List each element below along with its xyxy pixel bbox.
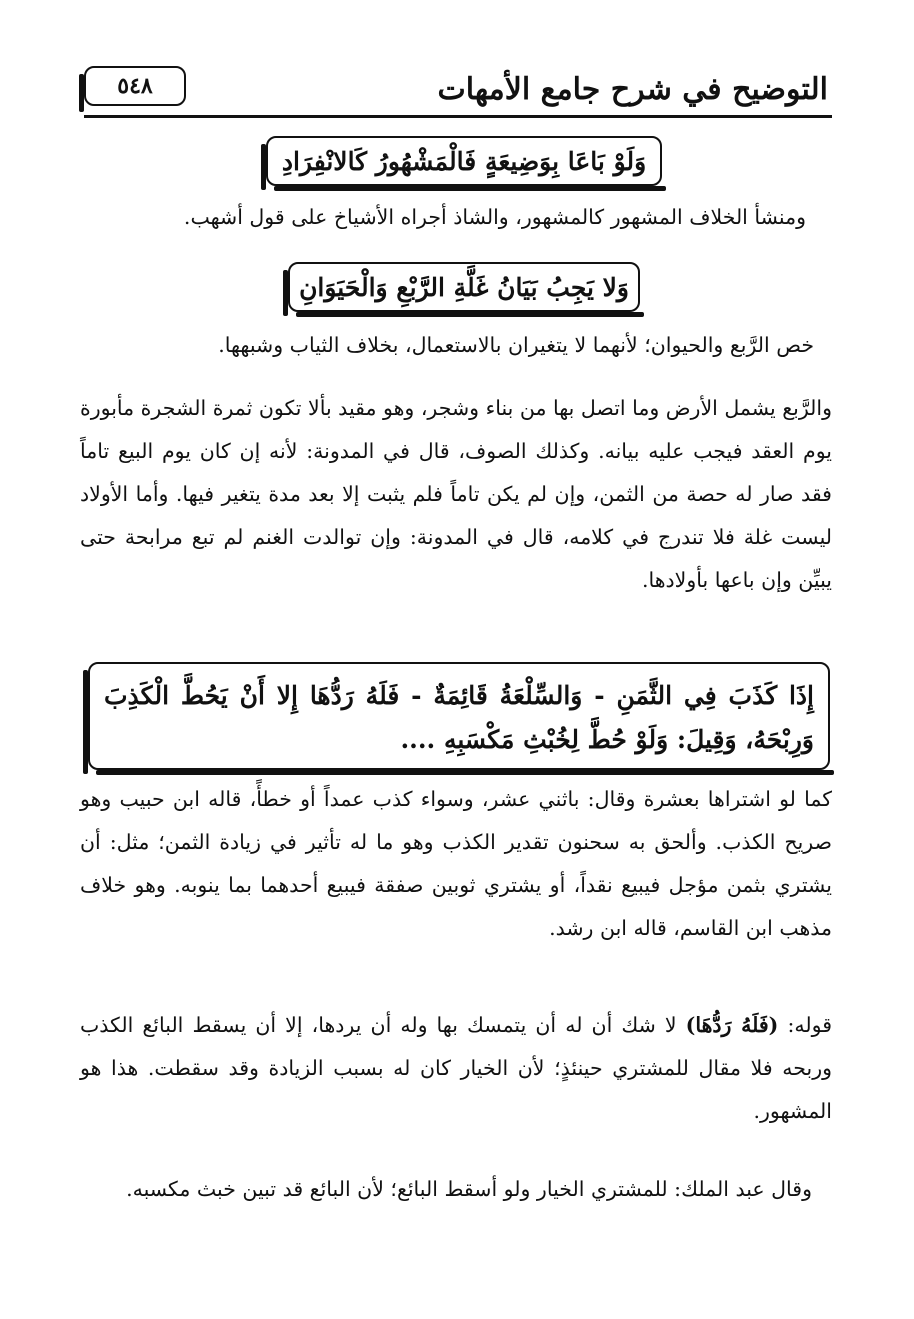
matn-text-2: وَلا يَجِبُ بَيَانُ غَلَّةِ الرَّبْعِ وَالْحَيَوَانِ [299, 272, 629, 302]
running-title: التوضيح في شرح جامع الأمهات [437, 72, 828, 107]
paragraph-5-lead: قوله: [778, 1013, 832, 1037]
header-divider [84, 115, 832, 118]
matn-text-3: إِذَا كَذَبَ فِي الثَّمَنِ - وَالسِّلْعَةُ قَائِمَةٌ - فَلَهُ رَدُّهَا إِلا أَنْ يَحُطَّ الْكَذِبَ وَرِبْحَهُ، وَقِيلَ: وَلَوْ حُطَّ لِخُبْثِ مَكْسَبِهِ .... [104, 681, 814, 754]
matn-box-2 [288, 262, 640, 312]
paragraph-6: وقال عبد الملك: للمشتري الخيار ولو أسقط البائع؛ لأن البائع قد تبين خبث مكسبه. [126, 1177, 812, 1201]
matn-box-3 [88, 662, 830, 770]
matn-box-1 [266, 136, 662, 186]
page-header [84, 60, 828, 120]
paragraph-1: ومنشأ الخلاف المشهور كالمشهور، والشاذ أجراه الأشياخ على قول أشهب. [183, 205, 806, 229]
page-number: ٥٤٨ [84, 66, 186, 106]
paragraph-5 [80, 1004, 832, 1133]
paragraph-4: كما لو اشتراها بعشرة وقال: باثني عشر، وسواء كذب عمداً أو خطأً، قاله ابن حبيب وهو صريح الكذب. وألحق به سحنون تقدير الكذب وهو ما له تأثير في زيادة الثمن؛ مثل: أن يشتري بثمن مؤجل فيبيع نقداً، أو يشتري ثوبين صفقة فيبيع أحدهما بما ينوبه. وهو خلاف مذهب ابن القاسم، قاله ابن رشد. [80, 787, 832, 940]
paragraph-5-rest: لا شك أن له أن يتمسك بها وله أن يردها، إلا أن يسقط البائع الكذب وربحه فلا مقال للمشتري حينئذٍ؛ لأن الخيار كان له بسبب الزيادة وقد سقطت. هذا هو المشهور. [80, 1013, 832, 1123]
paragraph-5-quote: (فَلَهُ رَدُّهَا) [685, 1013, 779, 1037]
paragraph-3: والرَّبع يشمل الأرض وما اتصل بها من بناء وشجر، وهو مقيد بألا تكون ثمرة الشجرة مأبورة يوم العقد فيجب عليه بيانه. وكذلك الصوف، قال في المدونة: لأنه إن كان يوم البيع تاماً فقد صار له حصة من الثمن، وإن لم يكن تاماً فلم يثبت إلا بعد مدة يتغير فيها. وأما الأولاد ليست غلة فلا تندرج في كلامه، قال في المدونة: وإن توالدت الغنم لم تبع مرابحة حتى يبيِّن وإن باعها بأولادها. [80, 396, 832, 592]
matn-text-1: وَلَوْ بَاعَا بِوَضِيعَةٍ فَالْمَشْهُورُ كَالانْفِرَادِ [281, 146, 647, 176]
paragraph-2: خص الرَّبع والحيوان؛ لأنهما لا يتغيران بالاستعمال، بخلاف الثياب وشبهها. [218, 333, 814, 357]
